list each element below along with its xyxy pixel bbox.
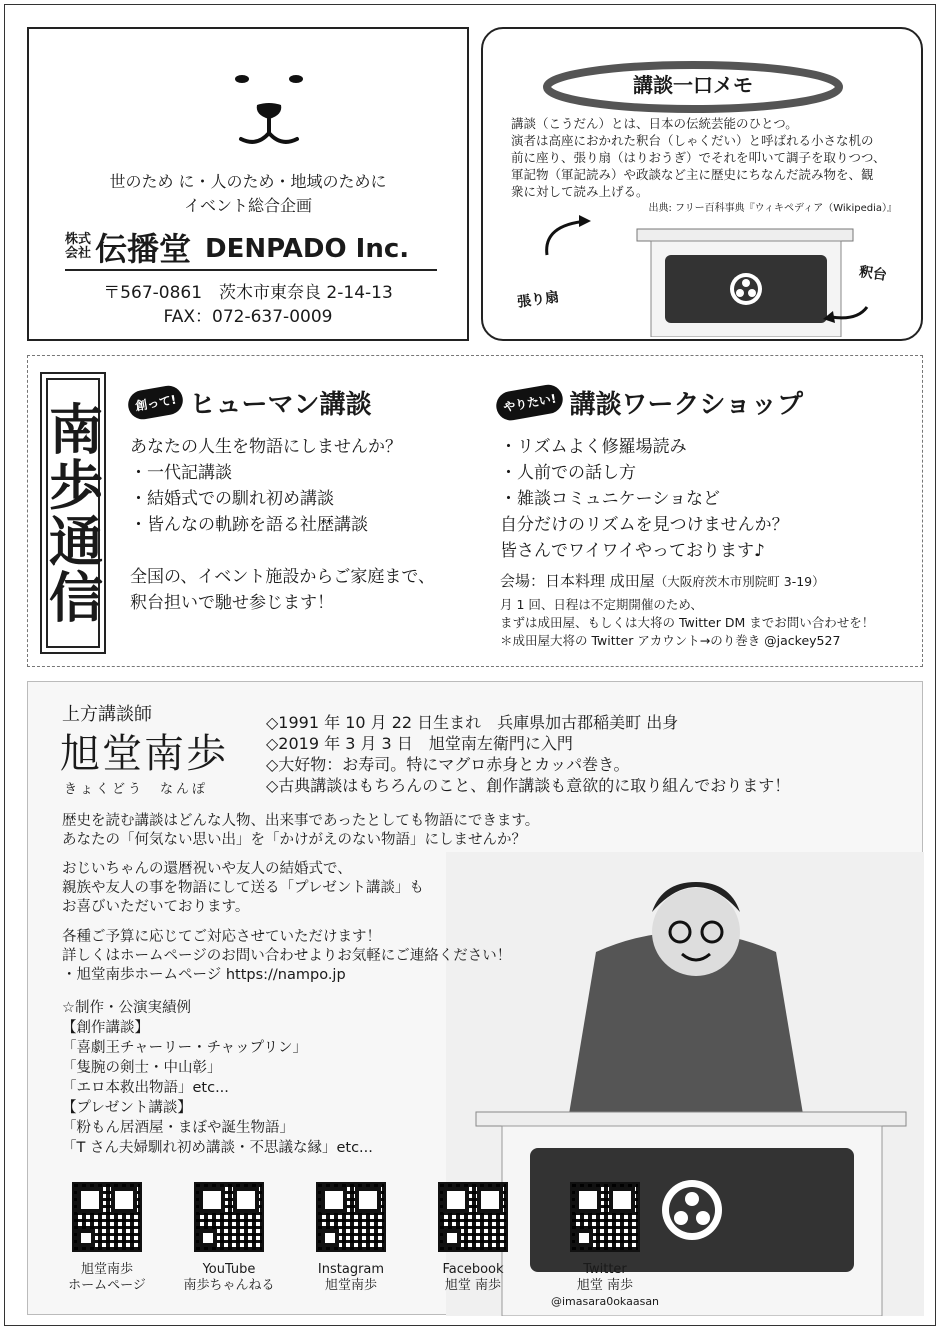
workshop-badge: やりたい! [494,382,565,422]
profile-fact: ◇1991 年 10 月 22 日生まれ 兵庫県加古郡稲美町 出身 [266,713,679,732]
human-line: 釈台担いで馳せ参じます！ [130,593,334,613]
qr-youtube[interactable] [174,1182,284,1294]
works-item: 「エロ本救出物語」etc... [62,1080,229,1096]
qr-twitter[interactable] [540,1182,670,1310]
memo-line: 講談（こうだん）とは、日本の伝統芸能のひとつ。 [511,116,798,131]
workshop-heading [496,384,803,421]
vertical-title: 南歩通信 [40,401,105,625]
qr-code-icon [438,1182,508,1252]
qr-code-icon [570,1182,640,1252]
label-hariougi: 張り扇 [516,289,561,311]
profile-text: 親族や友人の事を物語にして送る「プレゼント講談」も [62,880,424,896]
human-line: あなたの人生を物語にしませんか？ [130,437,402,457]
workshop-line: 皆さんでワイワイやっております♪ [500,541,765,561]
qr-facebook[interactable] [418,1182,528,1294]
memo-title: 講談一口メモ [633,73,753,97]
profile-para-2 [62,860,424,917]
profile-text: 詳しくはホームページのお問い合わせよりお気軽にご連絡ください！ [62,948,512,964]
company-type: 株式会社 [65,232,92,261]
qr-code-icon [316,1182,386,1252]
company-name-jp: 伝播堂 [95,230,192,268]
profile-para-3 [62,928,511,985]
works-category: 【創作講談】 [62,1020,149,1036]
qr-label: YouTube [202,1262,256,1277]
company-box [27,27,469,341]
company-name [65,227,437,271]
human-line: 全国の、イベント施設からご家庭まで、 [130,567,435,587]
workshop-note: まずは成田屋、もしくは大将の Twitter DM までお問い合わせを！ [500,615,875,630]
spacer [130,538,435,564]
memo-line: 演者は高座におかれた釈台（しゃくだい）と呼ばれる小さな机の [511,133,874,148]
vertical-title-box [40,372,106,654]
profile-section [27,681,923,1315]
qr-code-row [52,1182,672,1312]
company-fax: FAX：072-637-0009 [163,307,333,327]
venue-address: （大阪府茨木市別院町 3-19） [654,574,825,589]
workshop-line: ・雑談コミュニケーショなど [500,489,720,509]
profile-name-kana: きょくどう なんぽ [64,782,209,797]
human-line: ・皆んなの軌跡を語る社歴講談 [130,515,368,535]
qr-instagram[interactable] [296,1182,406,1294]
label-shakudai: 釈台 [857,264,888,284]
company-tagline: 世のため に・人のため・地域のために [109,172,387,191]
profile-text: 歴史を読む講談はどんな人物、出来事であったとしても物語にできます。 [62,813,540,829]
works-heading: ☆制作・公演実績例 [62,1000,191,1016]
qr-code-icon [72,1182,142,1252]
works-item: 「隻腕の剣士・中山彰」 [62,1060,222,1076]
workshop-note: 月 1 回、日程は不定期開催のため、 [500,597,703,612]
works-list [62,998,373,1158]
works-item: 「T さん夫婦馴れ初め講談・不思議な縁」etc... [62,1140,373,1156]
profile-fact: ◇大好物：お寿司。特にマグロ赤身とカッパ巻き。 [266,755,630,774]
workshop-line: ・人前での話し方 [500,463,636,483]
company-tagline-sub: イベント総合企画 [183,196,312,215]
qr-label: 旭堂南歩 [80,1262,133,1277]
profile-text: おじいちゃんの還暦祝いや友人の結婚式で、 [62,861,352,877]
human-kodan-heading [128,384,372,421]
venue-label: 会場：日本料理 成田屋 [500,572,655,590]
memo-title-brush [543,59,843,115]
workshop-line: 自分だけのリズムを見つけませんか？ [500,515,789,535]
human-line: ・一代記講談 [130,463,232,483]
workshop-title: 講談ワークショップ [569,390,803,420]
qr-code-icon [194,1182,264,1252]
works-category: 【プレゼント講談】 [62,1100,192,1116]
qr-label: Facebook [442,1262,504,1277]
human-badge: 創って! [126,383,186,421]
dog-face-logo [224,69,334,159]
profile-para-1 [62,812,539,850]
qr-label: 旭堂 南歩 [444,1278,502,1293]
profile-text: 各種ご予算に応じてご対応させていただけます！ [62,929,381,945]
memo-line: 衆に対して読み上げる。 [511,184,649,199]
qr-label: 南歩ちゃんねる [183,1278,275,1293]
profile-fact: ◇古典講談はもちろんのこと、創作講談も意欲的に取り組んでおります！ [266,776,791,795]
profile-text: お喜びいただいております。 [62,899,250,915]
flyer-page [4,4,936,1326]
homepage-link[interactable]: ・旭堂南歩ホームページ https://nampo.jp [62,967,346,983]
company-name-en: DENPADO Inc. [205,234,410,264]
memo-source: 出典: フリー百科事典『ウィキペディア（Wikipedia）』 [648,203,897,214]
memo-line: 前に座り、張り扇（はりおうぎ）でそれを叩いて調子を取りつつ、 [511,150,886,165]
workshop-body [500,434,789,564]
qr-homepage[interactable] [52,1182,162,1294]
kodan-memo-box [481,27,923,341]
profile-fact: ◇2019 年 3 月 3 日 旭堂南左衛門に入門 [266,734,573,753]
workshop-venue [500,568,825,595]
shakudai-illustration [527,215,887,337]
works-item: 「粉もん居酒屋・まぼや誕生物語」 [62,1120,294,1136]
memo-body [511,115,911,200]
human-line: ・結婚式での馴れ初め講談 [130,489,334,509]
profile-facts [266,712,790,796]
workshop-notes [500,596,874,650]
human-kodan-body [130,434,435,616]
memo-line: 軍記物（軍記読み）や政談など主に歴史にちなんだ読み物を、観 [511,167,874,182]
qr-label: 旭堂 南歩 [576,1278,634,1293]
profile-name: 旭堂南歩 [60,731,228,777]
qr-label: Instagram [317,1262,385,1277]
qr-label: ホームページ [68,1278,146,1293]
qr-label: Twitter [583,1262,627,1277]
workshop-note: ＊成田屋大将の Twitter アカウント→のり巻き @jackey527 [500,633,841,648]
company-address: 〒567-0861 茨木市東奈良 2-14-13 [103,283,393,303]
qr-label: 旭堂南歩 [324,1278,377,1293]
nampo-news-section [27,355,923,667]
profile-text: あなたの「何気ない思い出」を「かけがえのない物語」にしませんか？ [62,832,526,848]
profile-role: 上方講談師 [62,704,152,725]
works-item: 「喜劇王チャーリー・チャップリン」 [62,1040,308,1056]
human-kodan-title: ヒューマン講談 [189,390,372,420]
twitter-handle: @imasara0okaasan [550,1295,660,1308]
workshop-line: ・リズムよく修羅場読み [500,437,687,457]
